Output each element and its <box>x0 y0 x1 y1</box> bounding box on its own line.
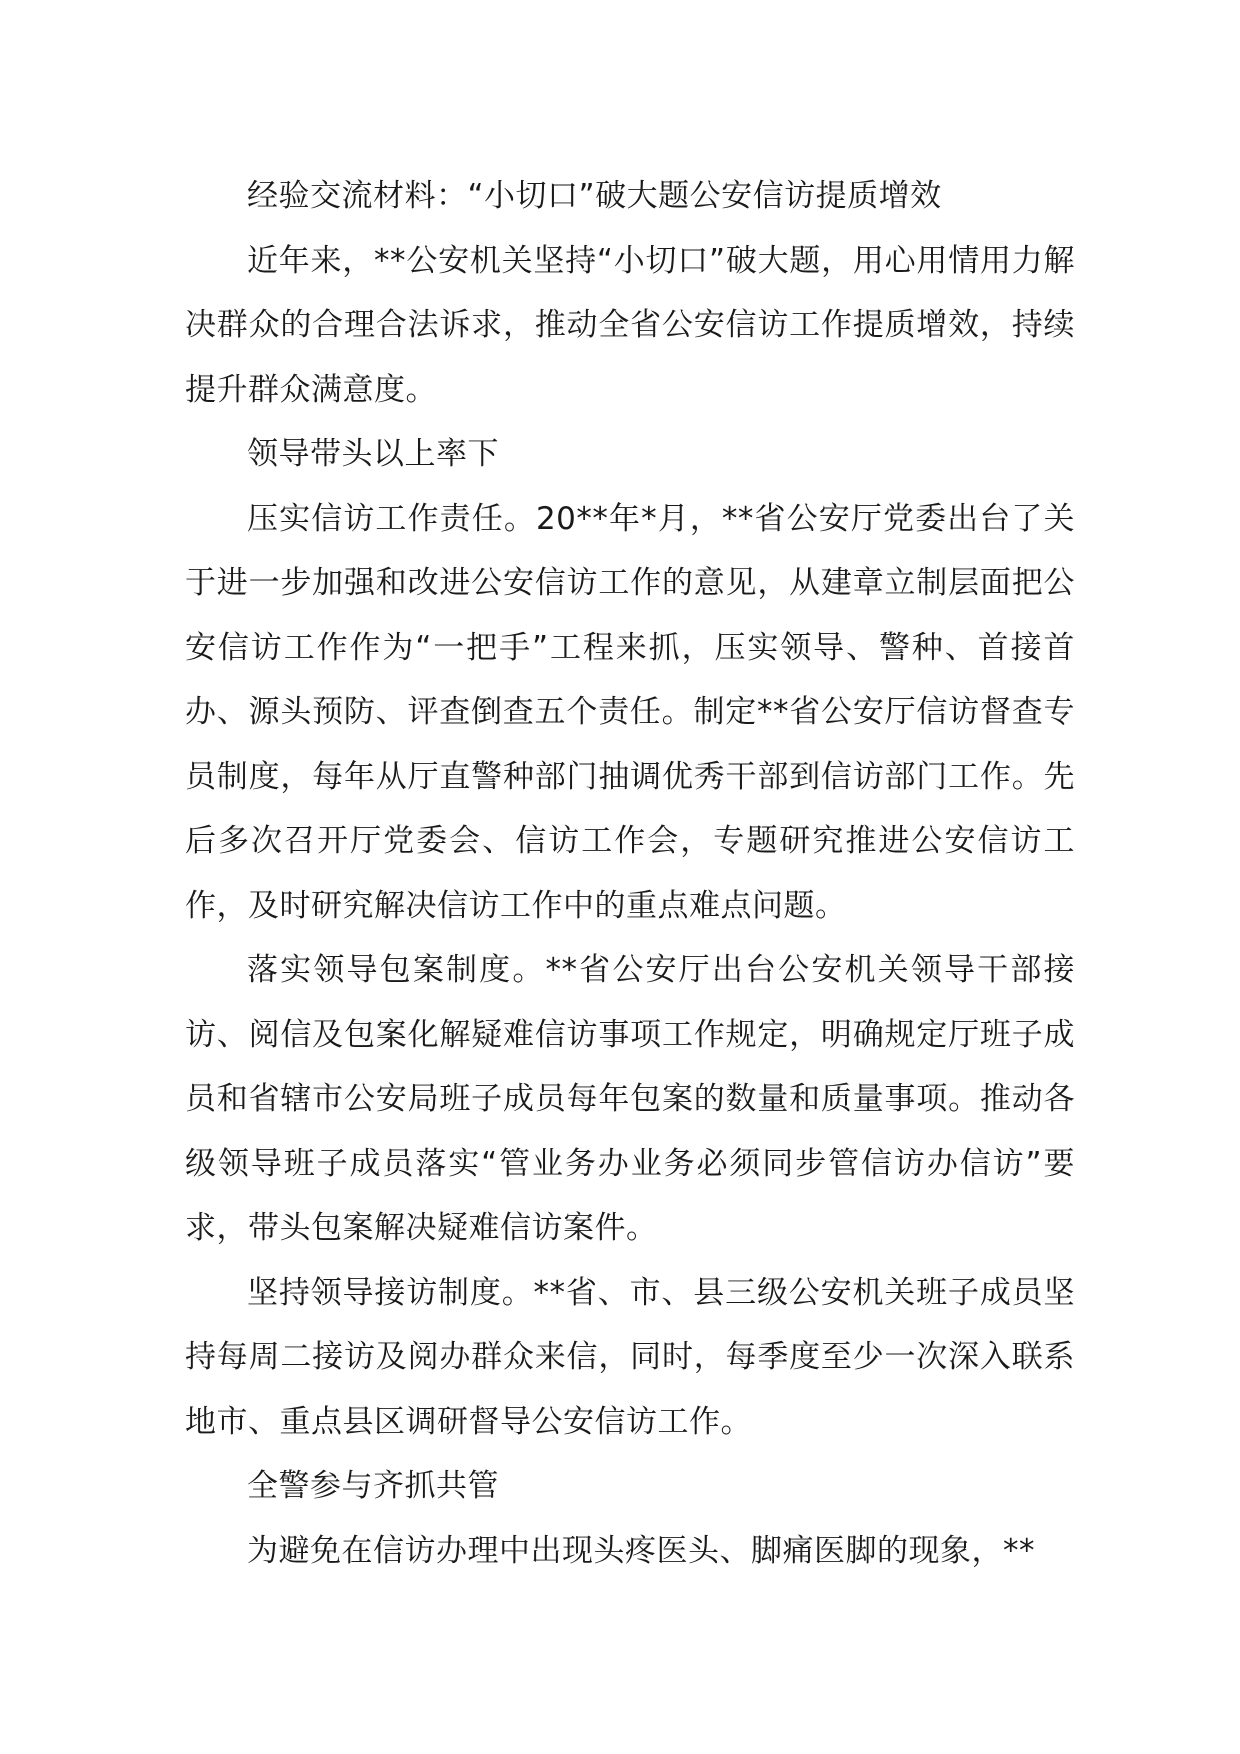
section-heading-leadership: 领导带头以上率下 <box>247 436 499 472</box>
document-body <box>185 164 1075 1583</box>
paragraph-responsibility: 压实信访工作责任。20**年*月，**省公安厅党委出台了关于进一步加强和改进公安信访工作的意见，从建章立制层面把公安信访工作作为“一把手”工程来抓，压实领导、警种、首接首办、源头预防、评查倒查五个责任。制定**省公安厅信访督查专员制度，每年从厅直警种部门抽调优秀干部到信访部门工作。先后多次召开厅党委会、信访工作会，专题研究推进公安信访工作，及时研究解决信访工作中的重点难点问题。 <box>185 500 1075 924</box>
document-title: 经验交流材料：“小切口”破大题公安信访提质增效 <box>247 178 942 214</box>
paragraph-case-system: 落实领导包案制度。**省公安厅出台公安机关领导干部接访、阅信及包案化解疑难信访事项工作规定，明确规定厅班子成员和省辖市公安局班子成员每年包案的数量和质量事项。推动各级领导班子成员落实“管业务办业务必须同步管信访办信访”要求，带头包案解决疑难信访案件。 <box>185 952 1075 1246</box>
paragraph-reception-system: 坚持领导接访制度。**省、市、县三级公安机关班子成员坚持每周二接访及阅办群众来信，同时，每季度至少一次深入联系地市、重点县区调研督导公安信访工作。 <box>185 1274 1075 1440</box>
section-heading-all-police: 全警参与齐抓共管 <box>247 1468 499 1504</box>
intro-paragraph: 近年来，**公安机关坚持“小切口”破大题，用心用情用力解决群众的合理合法诉求，推动全省公安信访工作提质增效，持续提升群众满意度。 <box>185 242 1075 408</box>
paragraph-avoid-issues: 为避免在信访办理中出现头疼医头、脚痛医脚的现象，** <box>247 1532 1035 1569</box>
